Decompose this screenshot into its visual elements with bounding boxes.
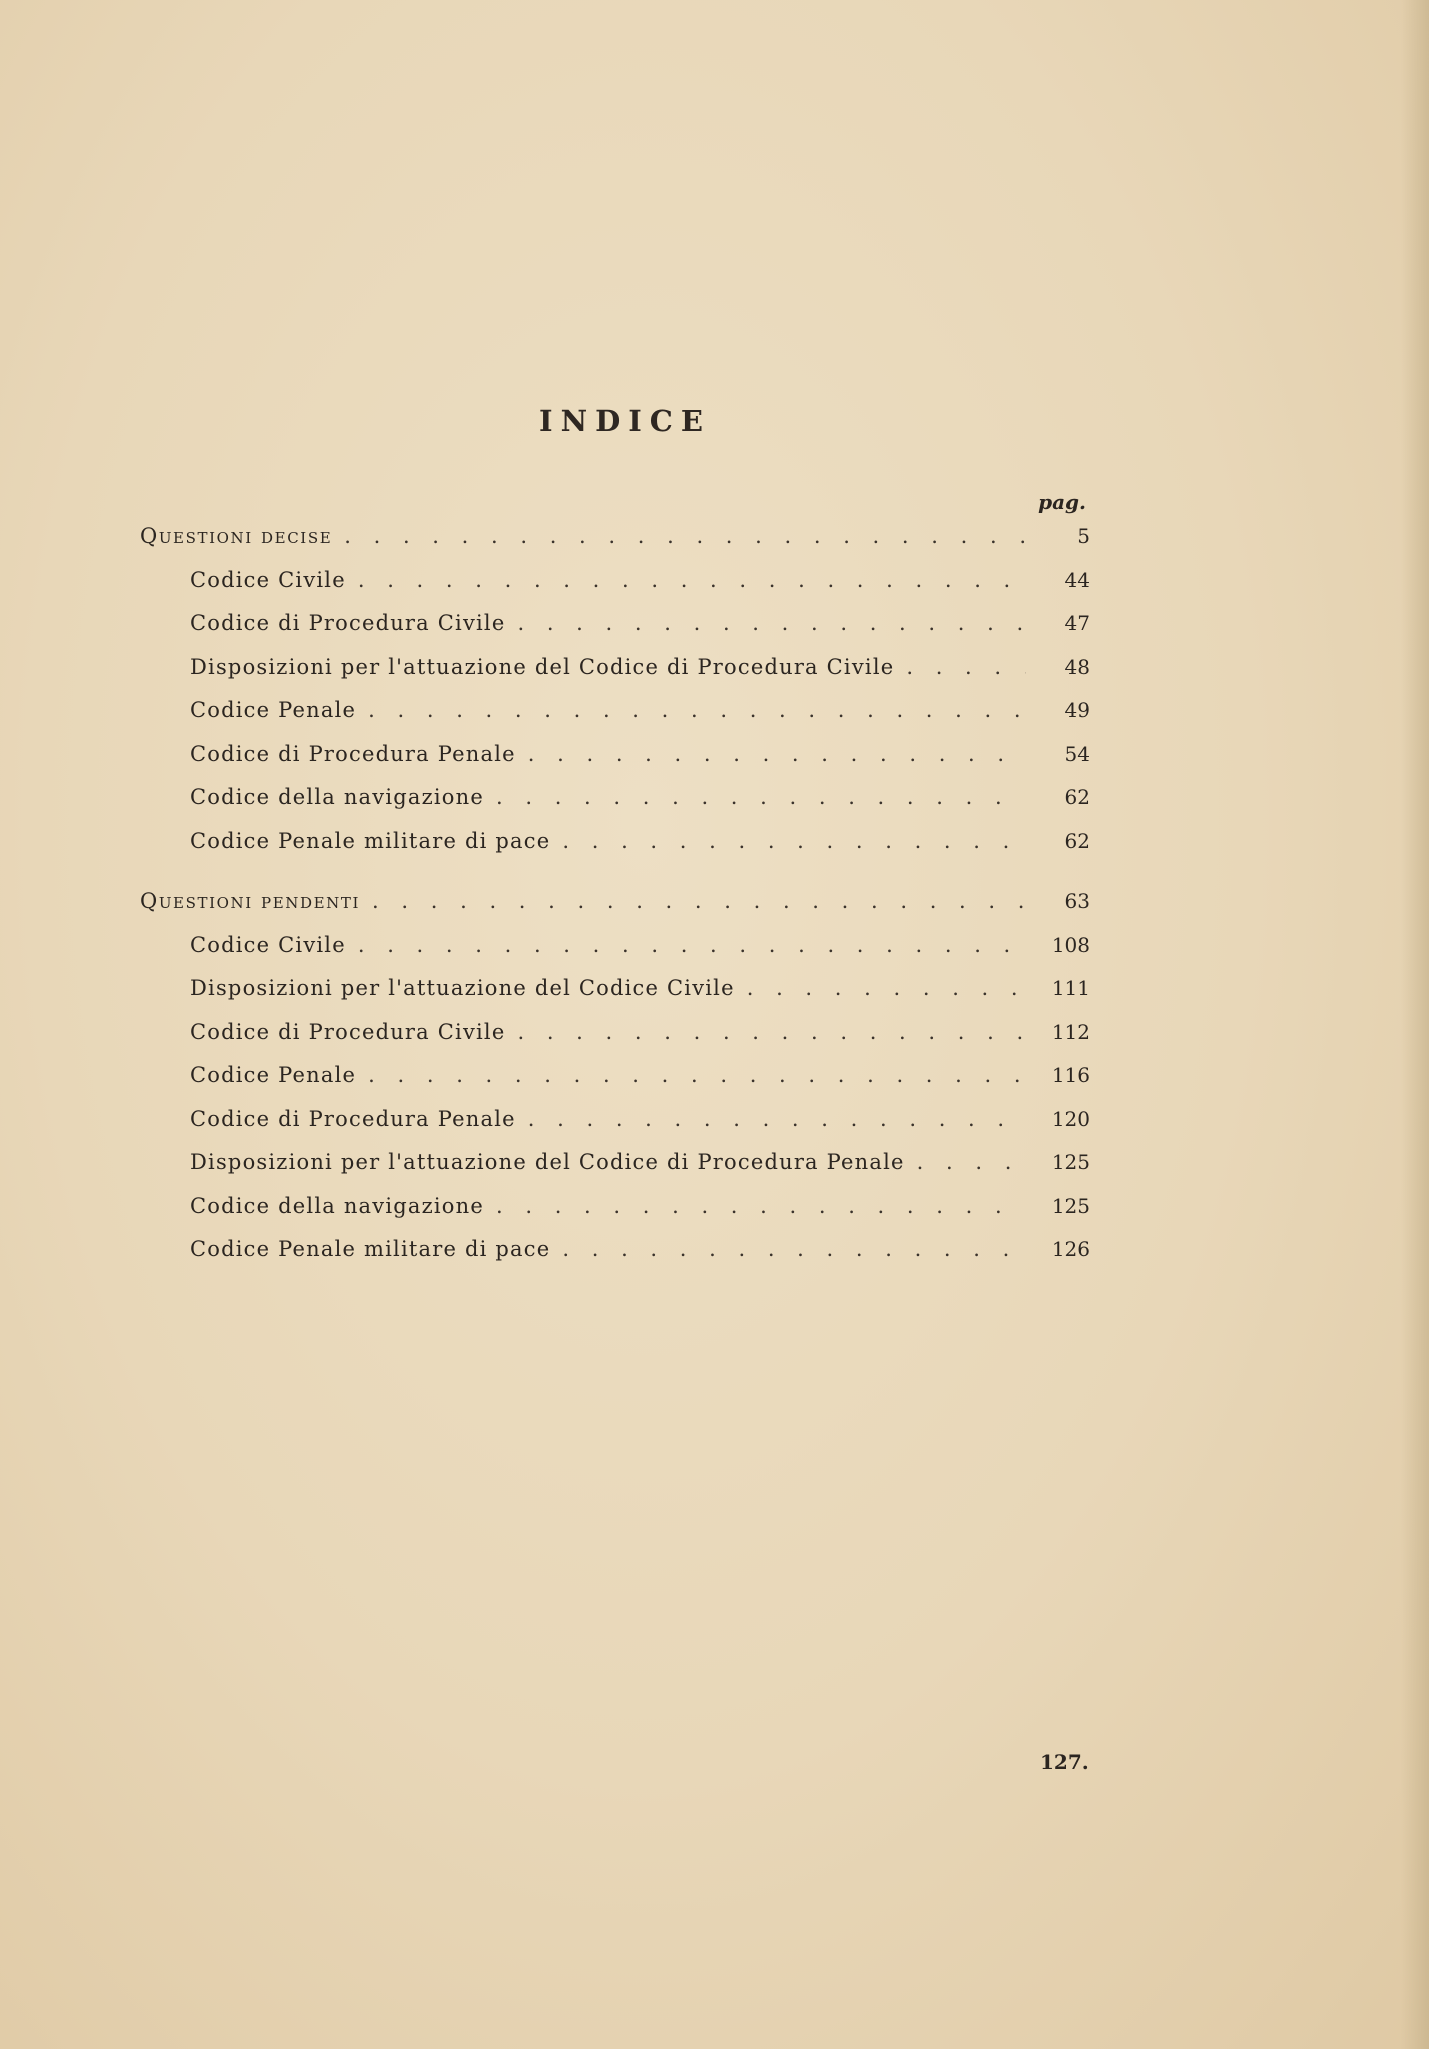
dot-leader — [358, 568, 1026, 592]
dot-leader — [517, 611, 1026, 635]
dot-leader — [528, 1107, 1026, 1131]
toc-entry — [140, 742, 1090, 786]
toc-entry — [140, 976, 1090, 1020]
dot-leader — [368, 1063, 1026, 1087]
toc-page-number: 62 — [1064, 785, 1090, 809]
dot-leader — [906, 655, 1026, 679]
toc-entry-label: Codice Penale — [190, 698, 357, 722]
toc-entry — [140, 1020, 1090, 1064]
table-of-contents — [140, 490, 1090, 1298]
dot-leader — [368, 698, 1026, 722]
toc-entry-label: Codice Penale — [190, 1063, 357, 1087]
toc-entry-label: Codice Civile — [190, 567, 346, 592]
toc-page-number: 47 — [1064, 611, 1090, 635]
toc-entry-label: Codice Penale militare di pace — [190, 1237, 551, 1261]
dot-leader — [496, 1194, 1026, 1218]
dot-leader — [344, 524, 1026, 548]
toc-page-number: 126 — [1051, 1237, 1090, 1261]
toc-section-heading — [140, 889, 1090, 933]
toc-page-number: 120 — [1051, 1106, 1090, 1131]
page-number: 127. — [1040, 1750, 1089, 1774]
toc-entry — [140, 1150, 1090, 1194]
pag-label: pag. — [1038, 490, 1086, 514]
dot-leader — [562, 829, 1026, 853]
dot-leader — [372, 889, 1026, 913]
dot-leader — [517, 1020, 1026, 1044]
toc-entry-label: Disposizioni per l'attuazione del Codice di Procedura Penale — [190, 1150, 905, 1174]
dot-leader — [747, 976, 1026, 1000]
toc-entry — [140, 933, 1090, 977]
dot-leader — [496, 785, 1026, 809]
toc-entry — [140, 611, 1090, 655]
toc-entry — [140, 1107, 1090, 1151]
page-title: INDICE — [539, 404, 711, 438]
toc-entry-label: Codice Penale militare di pace — [190, 828, 551, 853]
toc-heading-label: Questioni pendenti — [140, 889, 361, 913]
toc-page-number: 112 — [1051, 1019, 1090, 1044]
dot-leader — [917, 1150, 1026, 1174]
toc-entry — [140, 1063, 1090, 1107]
toc-entry-label: Codice di Procedura Penale — [190, 741, 516, 766]
toc-entry — [140, 785, 1090, 829]
toc-section-heading — [140, 524, 1090, 568]
toc-page-number: 44 — [1064, 567, 1090, 592]
dot-leader — [358, 933, 1026, 957]
toc-page-number: 63 — [1064, 889, 1090, 913]
dot-leader — [528, 742, 1026, 766]
page-column-header — [140, 490, 1090, 524]
toc-page-number: 54 — [1064, 741, 1090, 766]
toc-page-number: 125 — [1051, 1193, 1090, 1218]
toc-page-number: 48 — [1064, 654, 1090, 679]
toc-section-questioni-decise — [140, 524, 1090, 872]
toc-entry-label: Disposizioni per l'attuazione del Codice di Procedura Civile — [190, 654, 895, 679]
toc-entry-label: Codice della navigazione — [190, 1193, 484, 1218]
toc-page-number: 116 — [1051, 1063, 1090, 1087]
toc-entry — [140, 655, 1090, 699]
toc-entry-label: Codice di Procedura Penale — [190, 1106, 516, 1131]
toc-page-number: 111 — [1051, 976, 1090, 1000]
toc-page-number: 125 — [1051, 1150, 1090, 1174]
toc-section-questioni-pendenti — [140, 889, 1090, 1281]
toc-page-number: 5 — [1077, 524, 1090, 548]
toc-page-number: 62 — [1064, 828, 1090, 853]
toc-entry-label: Codice di Procedura Civile — [190, 611, 506, 635]
toc-entry — [140, 698, 1090, 742]
toc-page-number: 49 — [1064, 698, 1090, 722]
toc-heading-label: Questioni decise — [140, 524, 333, 548]
toc-entry-label: Codice Civile — [190, 932, 346, 957]
toc-entry-label: Codice della navigazione — [190, 785, 484, 809]
dot-leader — [562, 1237, 1026, 1261]
toc-entry — [140, 829, 1090, 873]
toc-page-number: 108 — [1051, 932, 1090, 957]
toc-entry — [140, 1194, 1090, 1238]
toc-entry — [140, 1237, 1090, 1281]
toc-entry — [140, 568, 1090, 612]
toc-entry-label: Codice di Procedura Civile — [190, 1019, 506, 1044]
toc-entry-label: Disposizioni per l'attuazione del Codice Civile — [190, 976, 735, 1000]
